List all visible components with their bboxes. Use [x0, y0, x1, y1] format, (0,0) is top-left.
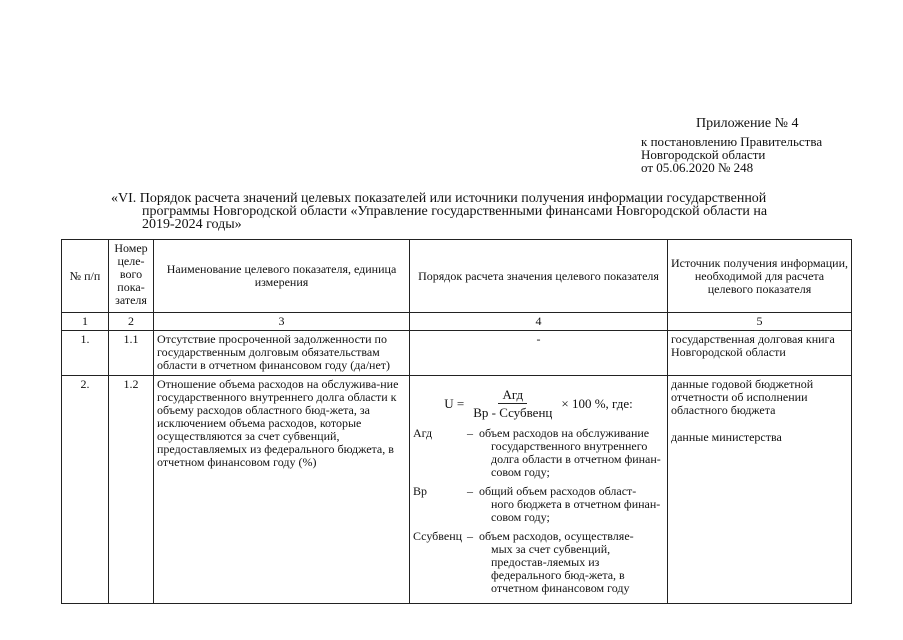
heading-line-2: программы Новгородской области «Управление государственными финансами Новгородской области на [142, 204, 768, 219]
row-indicator-name: Отношение объема расходов на обслужива-ние государственного внутреннего долга области к объему расходов областного бюд-жета, за исключением объема расходов, которые осуществляются за счет субвенций, предоставляемых из федерального бюджета, в отчетном финансовом году (%) [154, 376, 410, 604]
row-calculation-method [410, 376, 668, 604]
column-numbers-row [62, 313, 852, 331]
variable-description-rest: мых за счет субвенций, предостав-ляемых из федерального бюд-жета, в отчетном финансовом году [491, 542, 630, 595]
variable-description [479, 530, 664, 595]
variable-dash: – [467, 484, 473, 498]
formula-fraction [469, 388, 556, 419]
formula-rhs: × 100 %, где: [561, 396, 633, 411]
formula-variable [413, 427, 664, 479]
heading-line-1: «VI. Порядок расчета значений целевых показателей или источники получения информации государственной [111, 191, 767, 206]
header-number: № п/п [62, 240, 109, 313]
header-calculation-method: Порядок расчета значения целевого показателя [410, 240, 668, 313]
row-info-source [668, 376, 852, 604]
decree-line-3: от 05.06.2020 № 248 [641, 160, 754, 175]
decree-line-2: Новгородской области [641, 147, 766, 162]
column-number: 5 [668, 313, 852, 331]
variable-description-first: объем расходов на обслуживание [479, 426, 650, 440]
decree-line-1: к постановлению Правительства [641, 134, 823, 149]
header-info-source: Источник получения информации, необходимой для расчета целевого показателя [668, 240, 852, 313]
row-indicator-code: 1.1 [109, 331, 154, 376]
formula-lhs: U = [444, 396, 465, 411]
decree-reference [641, 135, 822, 174]
formula-denominator: Вр - Ссубвенц [473, 405, 553, 420]
column-number: 4 [410, 313, 668, 331]
header-indicator-code: Номер целе-вого пока-зателя [109, 240, 154, 313]
variable-dash: – [467, 426, 473, 440]
calculation-formula [413, 388, 664, 419]
row-info-source: государственная долговая книга Новгородской области [668, 331, 852, 376]
column-number: 1 [62, 313, 109, 331]
row-indicator-code: 1.2 [109, 376, 154, 604]
section-heading [111, 192, 851, 231]
column-number: 3 [154, 313, 410, 331]
variable-description-first: объем расходов, осуществляе- [479, 529, 634, 543]
heading-line-3: 2019-2024 годы» [142, 217, 242, 232]
indicators-table [61, 239, 852, 604]
variable-dash: – [467, 529, 473, 543]
appendix-number: Приложение № 4 [696, 116, 799, 131]
info-source-item: данные министерства [671, 430, 782, 444]
formula-numerator: Агд [498, 388, 527, 404]
variable-symbol: Агд [413, 426, 433, 440]
table-header-row [62, 240, 852, 313]
variable-symbol: Ссубвенц [413, 529, 463, 543]
variable-description [479, 427, 664, 479]
variable-description [479, 485, 664, 524]
variable-description-rest: государственного внутреннего долга области в отчетном финан-совом году; [491, 439, 661, 479]
row-calculation-method: - [410, 331, 668, 376]
formula-variable [413, 485, 664, 524]
row-number: 2. [62, 376, 109, 604]
column-number: 2 [109, 313, 154, 331]
header-indicator-name: Наименование целевого показателя, единица измерения [154, 240, 410, 313]
variable-description-first: общий объем расходов област- [479, 484, 637, 498]
table-row [62, 376, 852, 604]
formula-variable [413, 530, 664, 595]
row-indicator-name: Отсутствие просроченной задолженности по государственным долговым обязательствам области в отчетном финансовом году (да/нет) [154, 331, 410, 376]
table-row [62, 331, 852, 376]
info-source-item: данные годовой бюджетной отчетности об исполнении областного бюджета [671, 377, 814, 417]
variable-description-rest: ного бюджета в отчетном финан-совом году; [491, 497, 661, 524]
variable-symbol: Вр [413, 484, 428, 498]
row-number: 1. [62, 331, 109, 376]
